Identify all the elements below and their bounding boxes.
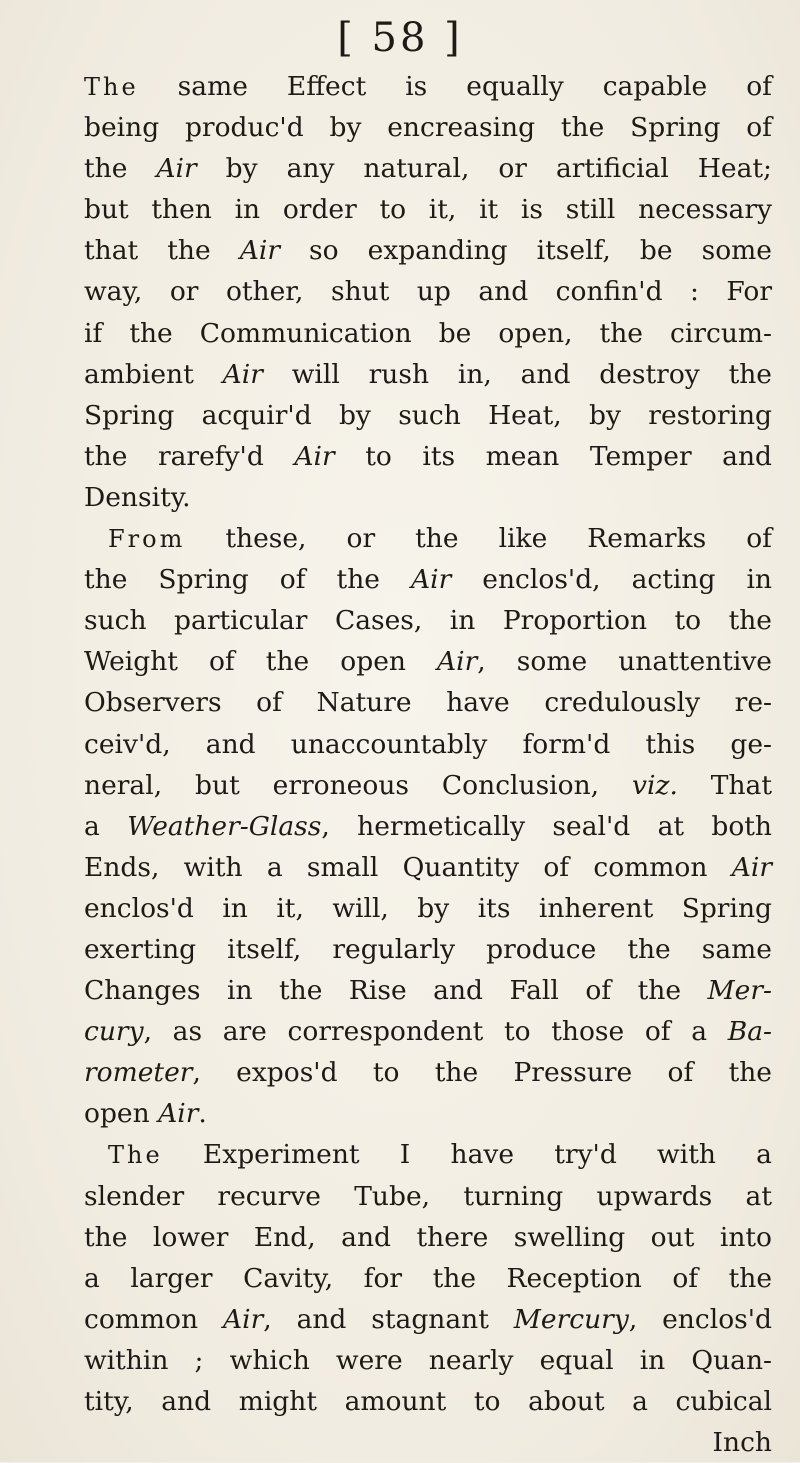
text-line xyxy=(84,765,772,806)
text-run: such particular Cases, in Proportion to the xyxy=(84,605,772,637)
text-run: That xyxy=(677,769,772,801)
text-run: a larger Cavity, for the Reception of the xyxy=(84,1262,772,1294)
text-run: ambient xyxy=(84,358,223,390)
text-line xyxy=(84,477,772,518)
italic-word: Mer- xyxy=(707,975,772,1007)
text-run: way, or other, shut up and confin'd : For xyxy=(84,276,772,308)
text-line xyxy=(84,724,772,765)
text-line xyxy=(84,1381,772,1422)
text-run: Ends, with a small Quantity of common xyxy=(84,851,732,883)
text-line xyxy=(84,518,772,559)
italic-word: viz. xyxy=(632,769,678,801)
italic-word: Air xyxy=(731,851,772,883)
text-run: the xyxy=(84,153,157,185)
text-run: Changes in the Rise and Fall of the xyxy=(84,975,708,1007)
text-run: Inch xyxy=(712,1427,772,1459)
text-line xyxy=(84,641,772,682)
text-line xyxy=(84,806,772,847)
text-line xyxy=(84,888,772,929)
text-line xyxy=(84,189,772,230)
text-run: Experiment I have try'd with a xyxy=(162,1139,772,1171)
text-line xyxy=(84,1340,772,1381)
text-line xyxy=(84,929,772,970)
text-line xyxy=(84,1176,772,1217)
text-run: will rush in, and destroy the xyxy=(262,358,772,390)
text-run: being produc'd by encreasing the Spring of xyxy=(84,112,772,144)
text-run: , as are correspondent to those of a xyxy=(143,1016,728,1048)
text-line xyxy=(84,1299,772,1340)
text-run: , expos'd to the Pressure of the xyxy=(192,1057,772,1089)
small-caps-word: From xyxy=(108,525,186,554)
text-line xyxy=(84,66,772,107)
small-caps-word: The xyxy=(84,73,139,101)
text-line xyxy=(84,1052,772,1093)
italic-word: Air xyxy=(158,1098,199,1130)
text-run: within ; which were nearly equal in Quan- xyxy=(84,1344,772,1376)
text-line xyxy=(84,107,772,148)
text-run: neral, but erroneous Conclusion, xyxy=(84,769,633,801)
text-run: a xyxy=(84,810,128,842)
text-run: enclos'd in it, will, by its inherent Spring xyxy=(84,892,772,924)
text-run: the lower End, and there swelling out into xyxy=(84,1221,772,1253)
italic-word: Weather-Glass xyxy=(127,810,322,842)
text-run: , and stagnant xyxy=(263,1303,514,1335)
text-run: that the xyxy=(84,235,240,267)
text-line xyxy=(84,436,772,477)
text-run: Density. xyxy=(84,481,191,513)
italic-word: Mercury xyxy=(513,1303,629,1335)
page-number: [ 58 ] xyxy=(337,15,463,61)
text-line xyxy=(84,559,772,600)
text-run: the rarefy'd xyxy=(84,440,295,472)
text-run: Observers of Nature have credulously re- xyxy=(84,687,772,719)
text-line xyxy=(84,1134,772,1175)
text-run: , some unattentive xyxy=(477,646,772,678)
text-run: Weight of the open xyxy=(84,646,438,678)
text-run: common xyxy=(84,1303,223,1335)
text-run: . xyxy=(198,1098,207,1130)
italic-word: Air xyxy=(410,564,452,596)
text-run: open xyxy=(84,1098,159,1130)
text-run: ceiv'd, and unaccountably form'd this ge- xyxy=(84,728,772,760)
italic-word: Air xyxy=(239,235,280,267)
italic-word: Ba- xyxy=(727,1016,772,1048)
text-line xyxy=(84,682,772,723)
text-run: , enclos'd xyxy=(628,1303,772,1335)
text-run: Spring acquir'd by such Heat, by restoring xyxy=(84,399,772,431)
italic-word: Air xyxy=(437,646,478,678)
text-line xyxy=(84,230,772,271)
text-line xyxy=(84,395,772,436)
italic-word: Air xyxy=(294,440,335,472)
text-run: the Spring of the xyxy=(84,564,411,596)
text-line xyxy=(84,600,772,641)
text-run: , hermetically seal'd at both xyxy=(321,810,772,842)
text-line xyxy=(84,148,772,189)
text-run: so expanding itself, be some xyxy=(279,235,772,267)
text-run: tity, and might amount to about a cubical xyxy=(84,1386,772,1417)
text-line xyxy=(84,313,772,354)
catchword xyxy=(84,1422,772,1463)
text-run: exerting itself, regularly produce the same xyxy=(84,933,772,965)
text-line xyxy=(84,1258,772,1299)
text-line xyxy=(84,354,772,395)
italic-word: cury xyxy=(84,1016,144,1048)
italic-word: Air xyxy=(222,1303,264,1335)
text-run: to its mean Temper and xyxy=(334,440,772,472)
italic-word: rometer xyxy=(84,1057,193,1089)
text-run: but then in order to it, it is still necessary xyxy=(84,194,772,226)
text-run: enclos'd, acting in xyxy=(451,564,772,596)
text-run: if the Communication be open, the circum- xyxy=(84,317,772,349)
italic-word: Air xyxy=(156,153,197,185)
text-line xyxy=(84,1217,772,1258)
small-caps-word: The xyxy=(108,1141,163,1170)
text-line xyxy=(84,847,772,888)
text-run: same Effect is equally capable of xyxy=(138,71,772,102)
text-line xyxy=(84,271,772,312)
text-run: by any natural, or artificial Heat; xyxy=(196,153,772,185)
text-line xyxy=(84,1093,772,1134)
text-line xyxy=(84,1011,772,1052)
text-run: slender recurve Tube, turning upwards at xyxy=(84,1180,772,1212)
text-run: these, or the like Remarks of xyxy=(185,523,772,555)
body-text xyxy=(84,66,772,1459)
italic-word: Air xyxy=(222,358,263,390)
text-line xyxy=(84,970,772,1011)
